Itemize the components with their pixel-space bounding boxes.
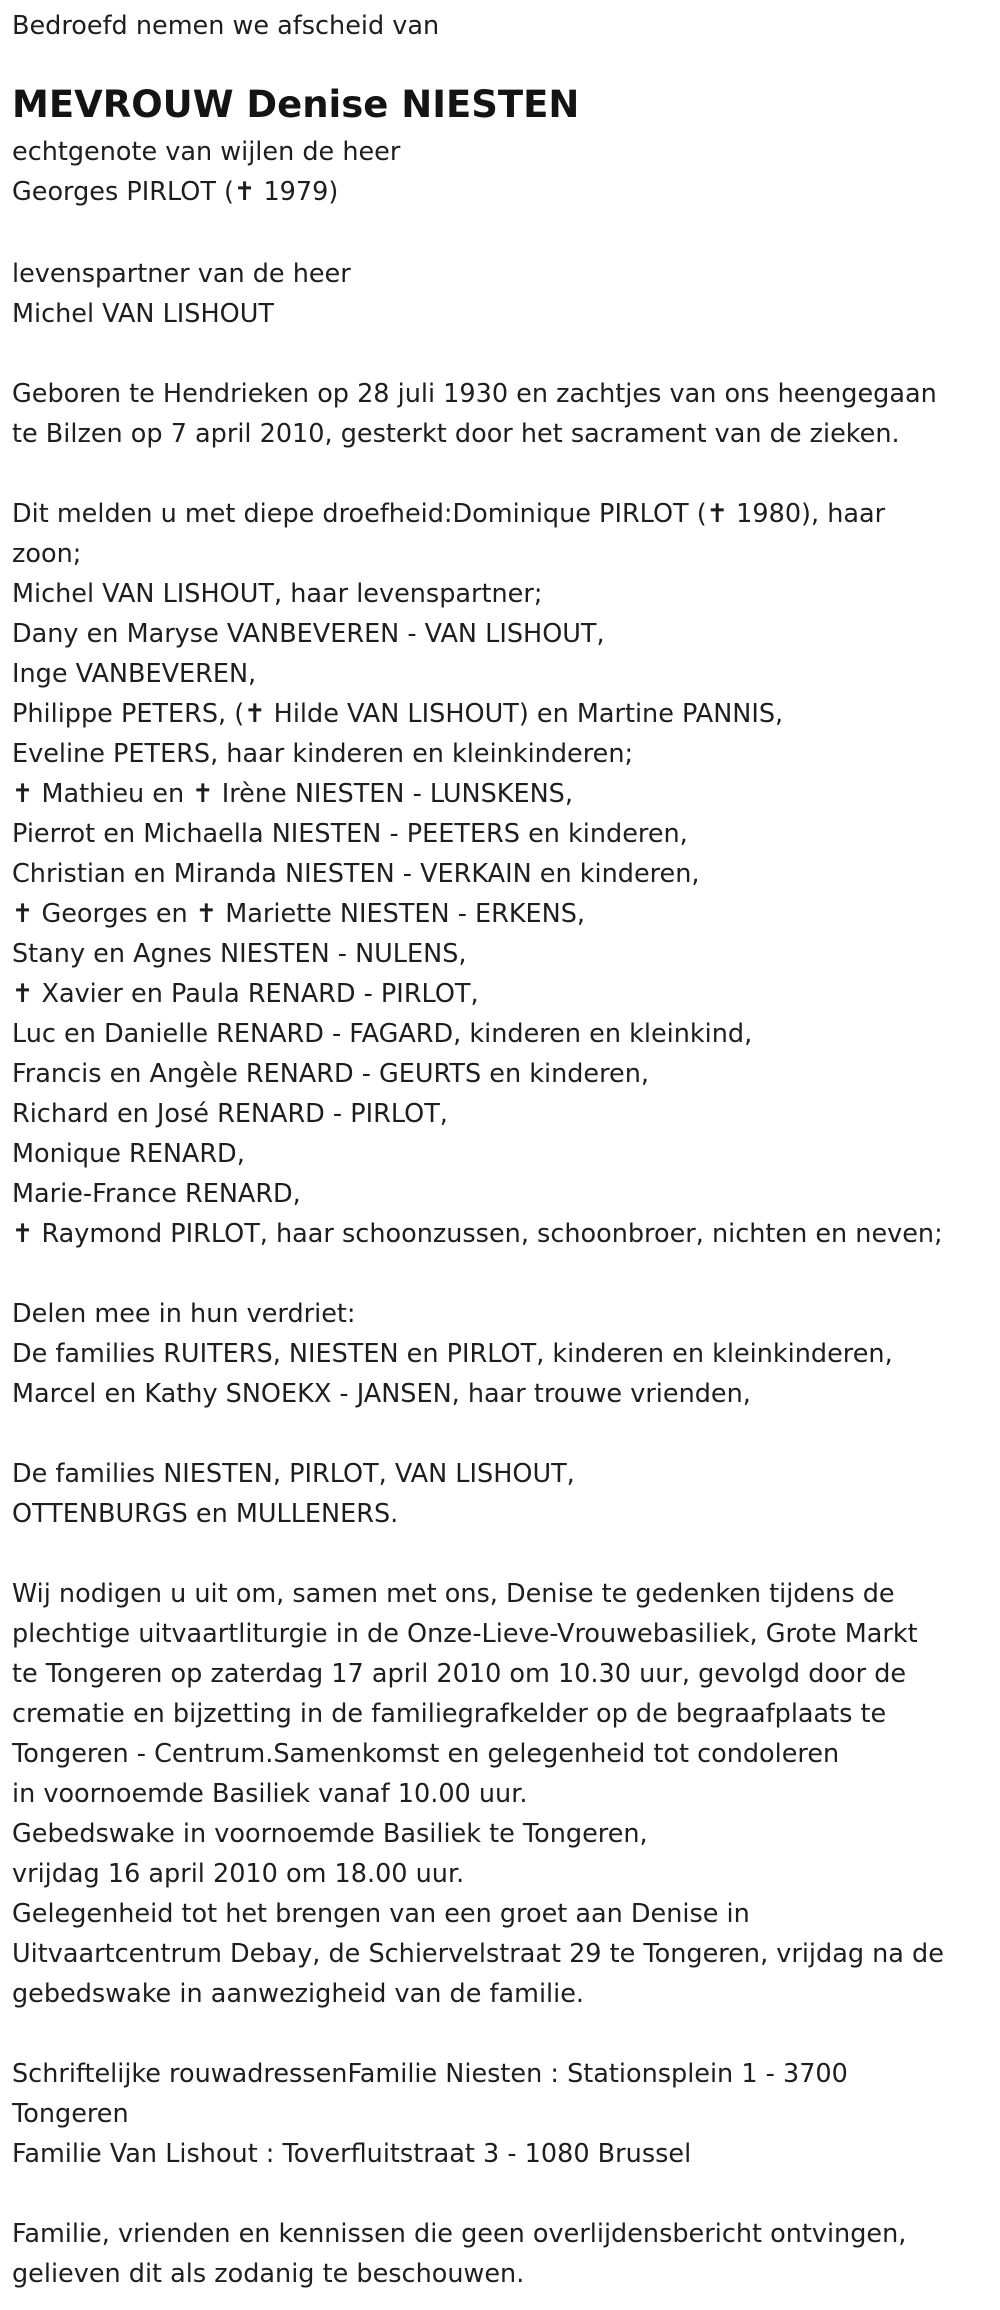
- closing-line: Familie, vrienden en kennissen die geen overlijdensbericht ontvingen,: [12, 2219, 907, 2249]
- addresses-section: [12, 2054, 848, 2174]
- share-grief-line: De families RUITERS, NIESTEN en PIRLOT, kinderen en kleinkinderen,: [12, 1339, 893, 1369]
- deceased-name: MEVROUW Denise NIESTEN: [12, 83, 580, 126]
- families-line: OTTENBURGS en MULLENERS.: [12, 1499, 399, 1529]
- ceremony-line: vrijdag 16 april 2010 om 18.00 uur.: [12, 1859, 465, 1889]
- spouse-line: echtgenote van wijlen de heer: [12, 137, 401, 167]
- spouse-section: [12, 132, 400, 212]
- announcer-line: Dany en Maryse VANBEVEREN - VAN LISHOUT,: [12, 619, 605, 649]
- ceremony-line: Gelegenheid tot het brengen van een groet aan Denise in: [12, 1899, 750, 1929]
- partner-section: [12, 254, 351, 334]
- ceremony-line: Uitvaartcentrum Debay, de Schiervelstraat 29 te Tongeren, vrijdag na de: [12, 1939, 944, 1969]
- share-grief-section: [12, 1294, 893, 1414]
- announcer-line: Michel VAN LISHOUT, haar levenspartner;: [12, 579, 543, 609]
- share-grief-line: Marcel en Kathy SNOEKX - JANSEN, haar trouwe vrienden,: [12, 1379, 751, 1409]
- share-grief-line: Delen mee in hun verdriet:: [12, 1299, 356, 1329]
- ceremony-line: Wij nodigen u uit om, samen met ons, Denise te gedenken tijdens de: [12, 1579, 895, 1609]
- intro-text: Bedroefd nemen we afscheid van: [12, 11, 440, 41]
- ceremony-line: in voornoemde Basiliek vanaf 10.00 uur.: [12, 1779, 528, 1809]
- announcer-line: ✝ Georges en ✝ Mariette NIESTEN - ERKENS,: [12, 899, 586, 929]
- announcer-line: Dit melden u met diepe droefheid:Dominique PIRLOT (✝ 1980), haar: [12, 499, 886, 529]
- ceremony-line: crematie en bijzetting in de familiegrafkelder op de begraafplaats te: [12, 1699, 887, 1729]
- address-line: Familie Van Lishout : Toverfluitstraat 3 - 1080 Brussel: [12, 2139, 692, 2169]
- ceremony-line: Tongeren - Centrum.Samenkomst en gelegenheid tot condoleren: [12, 1739, 840, 1769]
- families-line: De families NIESTEN, PIRLOT, VAN LISHOUT,: [12, 1459, 575, 1489]
- partner-line: Michel VAN LISHOUT: [12, 299, 274, 329]
- announcers-section: [12, 494, 943, 1254]
- announcer-line: Eveline PETERS, haar kinderen en kleinkinderen;: [12, 739, 634, 769]
- address-line: Schriftelijke rouwadressenFamilie Niesten : Stationsplein 1 - 3700: [12, 2059, 848, 2089]
- ceremony-line: Gebedswake in voornoemde Basiliek te Tongeren,: [12, 1819, 648, 1849]
- partner-line: levenspartner van de heer: [12, 259, 351, 289]
- ceremony-section: [12, 1574, 944, 2014]
- announcer-line: Monique RENARD,: [12, 1139, 245, 1169]
- spouse-line: Georges PIRLOT (✝ 1979): [12, 177, 339, 207]
- ceremony-line: plechtige uitvaartliturgie in de Onze-Lieve-Vrouwebasiliek, Grote Markt: [12, 1619, 918, 1649]
- announcer-line: ✝ Mathieu en ✝ Irène NIESTEN - LUNSKENS,: [12, 779, 573, 809]
- families-section: [12, 1454, 575, 1534]
- announcer-line: ✝ Raymond PIRLOT, haar schoonzussen, schoonbroer, nichten en neven;: [12, 1219, 943, 1249]
- announcer-line: zoon;: [12, 539, 82, 569]
- announcer-line: ✝ Xavier en Paula RENARD - PIRLOT,: [12, 979, 479, 1009]
- announcer-line: Pierrot en Michaella NIESTEN - PEETERS en kinderen,: [12, 819, 688, 849]
- closing-section: [12, 2214, 906, 2294]
- birth-line: Geboren te Hendrieken op 28 juli 1930 en zachtjes van ons heengegaan: [12, 379, 937, 409]
- announcer-line: Luc en Danielle RENARD - FAGARD, kinderen en kleinkind,: [12, 1019, 753, 1049]
- ceremony-line: te Tongeren op zaterdag 17 april 2010 om 10.30 uur, gevolgd door de: [12, 1659, 907, 1689]
- announcer-line: Inge VANBEVEREN,: [12, 659, 257, 689]
- announcer-line: Richard en José RENARD - PIRLOT,: [12, 1099, 448, 1129]
- address-line: Tongeren: [12, 2099, 129, 2129]
- announcer-line: Marie-France RENARD,: [12, 1179, 301, 1209]
- announcer-line: Christian en Miranda NIESTEN - VERKAIN en kinderen,: [12, 859, 700, 889]
- birth-line: te Bilzen op 7 april 2010, gesterkt door het sacrament van de zieken.: [12, 419, 900, 449]
- announcer-line: Francis en Angèle RENARD - GEURTS en kinderen,: [12, 1059, 650, 1089]
- birth-section: [12, 374, 937, 454]
- announcer-line: Stany en Agnes NIESTEN - NULENS,: [12, 939, 467, 969]
- closing-line: gelieven dit als zodanig te beschouwen.: [12, 2259, 525, 2289]
- announcer-line: Philippe PETERS, (✝ Hilde VAN LISHOUT) en Martine PANNIS,: [12, 699, 784, 729]
- ceremony-line: gebedswake in aanwezigheid van de familie.: [12, 1979, 585, 2009]
